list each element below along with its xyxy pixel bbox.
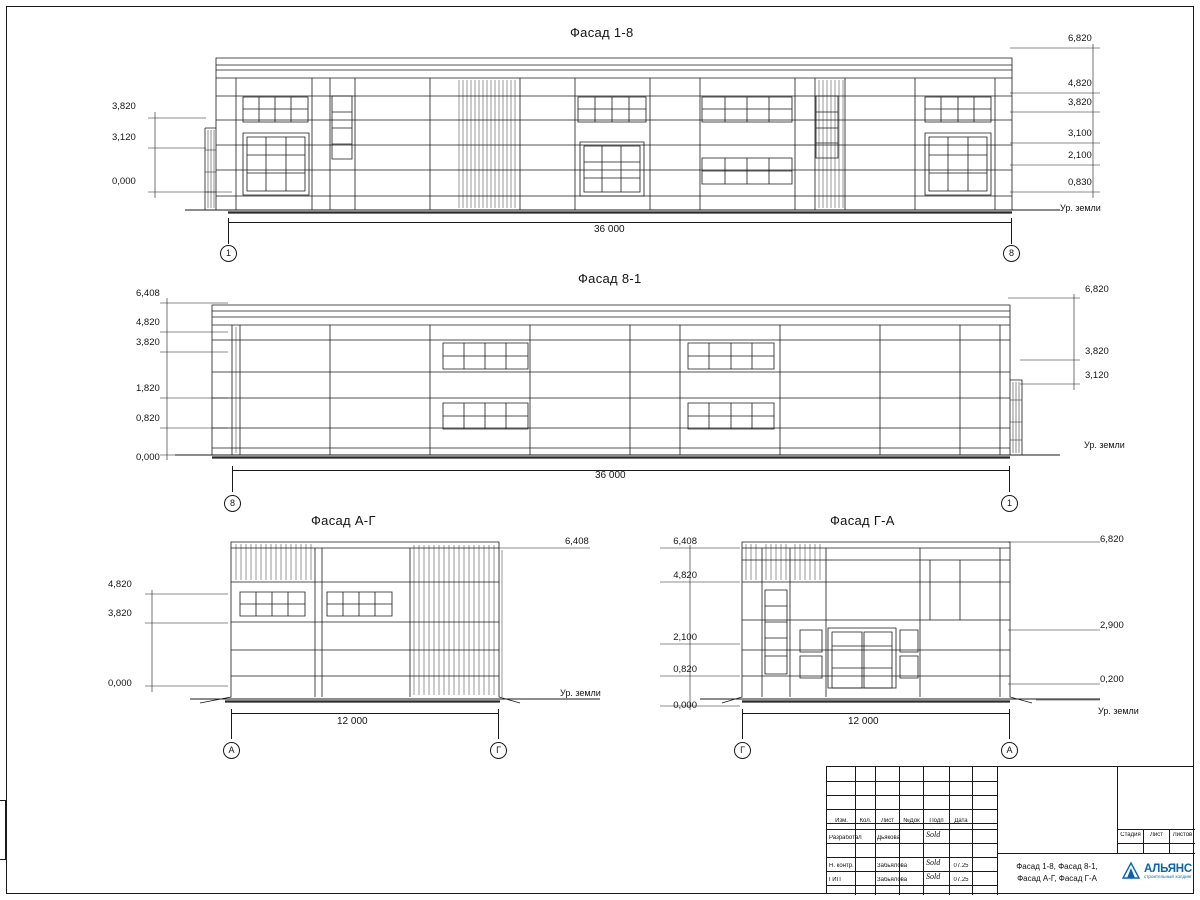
tb-stage-header: Стадия <box>1120 832 1141 838</box>
axis-stem <box>1009 713 1010 739</box>
overall-dimension-value: 36 000 <box>595 470 626 481</box>
level-label: 2,900 <box>1100 620 1124 631</box>
tb-col-header: Подп <box>929 818 944 824</box>
level-label: 6,820 <box>1068 33 1092 44</box>
tb-role: ГИП <box>829 877 841 883</box>
tb-signature: Sold <box>926 858 941 867</box>
level-label: 3,820 <box>1068 97 1092 108</box>
tb-line <box>875 767 876 895</box>
tb-signature: Sold <box>926 830 941 839</box>
overall-dimension-line <box>742 713 1010 714</box>
level-label: 2,100 <box>1068 150 1092 161</box>
tb-col-header: Изм. <box>835 818 848 824</box>
tb-line <box>997 767 998 895</box>
logo-subtitle: строительный холдинг <box>1144 873 1192 879</box>
tb-name: Забьялова <box>877 863 908 869</box>
level-label: 0,000 <box>108 678 132 689</box>
tb-stage-header: Лист <box>1149 832 1164 838</box>
axis-bubble: 1 <box>1001 495 1018 512</box>
level-label: 0,000 <box>136 452 160 463</box>
level-label: 6,408 <box>136 288 160 299</box>
tb-line <box>899 767 900 895</box>
view-title-3: Фасад А-Г <box>311 513 376 528</box>
tb-role: Разработал <box>829 835 862 841</box>
level-label: 0,000 <box>112 176 136 187</box>
level-label: 3,820 <box>112 101 136 112</box>
tb-line <box>1117 829 1195 830</box>
axis-stem <box>742 713 743 739</box>
level-label: 6,408 <box>565 536 589 547</box>
level-label: 2,100 <box>673 632 697 643</box>
tb-col-header: Кол. <box>859 818 872 824</box>
level-label: 4,820 <box>108 579 132 590</box>
axis-bubble: Г <box>734 742 751 759</box>
tb-line <box>997 853 1195 854</box>
tb-col-header: Лист <box>880 818 895 824</box>
level-label: 3,820 <box>108 608 132 619</box>
company-logo <box>1121 861 1192 881</box>
level-label: 6,820 <box>1100 534 1124 545</box>
level-label: 3,120 <box>1085 370 1109 381</box>
level-label: 4,820 <box>673 570 697 581</box>
level-label: 0,830 <box>1068 177 1092 188</box>
logo-company-name: АЛЬЯНС <box>1144 862 1193 875</box>
level-label: 1,820 <box>136 383 160 394</box>
tb-line <box>1117 767 1118 853</box>
level-label: 0,820 <box>136 413 160 424</box>
level-label: 3,100 <box>1068 128 1092 139</box>
axis-bubble: 8 <box>224 495 241 512</box>
tb-line <box>972 767 973 895</box>
axis-bubble: Г <box>490 742 507 759</box>
tb-role: Н. контр. <box>829 863 854 869</box>
level-label: 6,820 <box>1085 284 1109 295</box>
view-title-2: Фасад 8-1 <box>578 271 642 286</box>
level-label: 0,000 <box>673 700 697 711</box>
tb-line <box>855 767 856 895</box>
tb-stage-header: Листов <box>1172 832 1193 838</box>
tb-line <box>923 767 924 895</box>
sheet-name-line2: Фасад А-Г, Фасад Г-А <box>1017 874 1097 883</box>
view-title-4: Фасад Г-А <box>830 513 895 528</box>
axis-bubble: А <box>223 742 240 759</box>
overall-dimension-value: 36 000 <box>594 224 625 235</box>
level-label: 4,820 <box>136 317 160 328</box>
axis-bubble: А <box>1001 742 1018 759</box>
level-label: 6,408 <box>673 536 697 547</box>
level-label: 3,820 <box>136 337 160 348</box>
ground-level-label: Ур. земли <box>1060 203 1101 213</box>
level-label: 4,820 <box>1068 78 1092 89</box>
axis-bubble: 8 <box>1003 245 1020 262</box>
sheet-name-line1: Фасад 1-8, Фасад 8-1, <box>1016 862 1098 871</box>
level-label: 3,120 <box>112 132 136 143</box>
tb-date: 07.25 <box>953 863 969 869</box>
alliance-logo-icon <box>1121 861 1141 881</box>
ground-level-label: Ур. земли <box>1084 440 1125 450</box>
tb-col-header: Дата <box>954 818 968 824</box>
axis-bubble: 1 <box>220 245 237 262</box>
level-label: 0,200 <box>1100 674 1124 685</box>
ground-level-label: Ур. земли <box>1098 706 1139 716</box>
tb-line <box>1117 843 1195 844</box>
tb-line <box>949 767 950 895</box>
tb-name: Забьялова <box>877 877 908 883</box>
tb-date: 07.25 <box>953 877 969 883</box>
overall-dimension-value: 12 000 <box>337 716 368 727</box>
tb-name: Дьякова <box>877 835 900 841</box>
tb-signature: Sold <box>926 872 941 881</box>
view-title-1: Фасад 1-8 <box>570 25 634 40</box>
ground-level-label: Ур. земли <box>560 688 601 698</box>
level-label: 0,820 <box>673 664 697 675</box>
overall-dimension-value: 12 000 <box>848 716 879 727</box>
tb-col-header: №Док <box>903 818 920 824</box>
level-label: 3,820 <box>1085 346 1109 357</box>
title-block <box>826 766 1194 894</box>
